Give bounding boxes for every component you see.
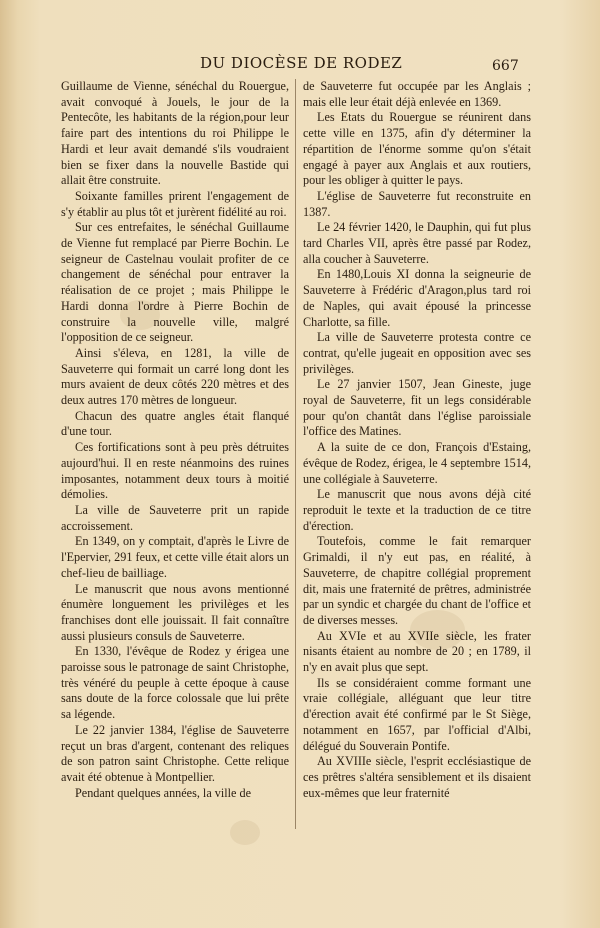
right-column	[303, 79, 531, 801]
column-divider	[295, 79, 296, 829]
paragraph: L'église de Sauveterre fut reconstruite en 1387.	[303, 188, 531, 219]
paragraph: Chacun des quatre angles était flanqué d'une tour.	[61, 408, 289, 439]
paragraph: de Sauveterre fut occupée par les Anglais ; mais elle leur était déjà enlevée en 1369.	[303, 79, 531, 109]
paragraph: Le manuscrit que nous avons déjà cité reproduit le texte et la traduction de ce titre d'érection.	[303, 487, 531, 533]
paragraph: Les Etats du Rouergue se réunirent dans cette ville en 1375, afin d'y déterminer la répartition de l'énorme somme qu'on s'était engagé à payer aux Anglais et aux routiers, pour les obliger à quitter le pays.	[303, 110, 531, 188]
paragraph: Ils se considéraient comme formant une vraie collégiale, alléguant que leur titre d'érection avait été confirmé par le St Siège, notamment en 1657, par l'official d'Albi, délégué du Souverain Pontife.	[303, 675, 531, 753]
paragraph: Guillaume de Vienne, sénéchal du Rouergue, avait convoqué à Jouels, le jour de la Pentecôte, les habitants de la région,pour leur faire part des intentions du roi Philippe le Hardi et leur avait demandé s'ils voudraient bien se fixer dans la nouvelle Bastide qui allait être construite.	[61, 79, 289, 188]
left-column	[61, 79, 289, 801]
paragraph: Ainsi s'éleva, en 1281, la ville de Sauveterre qui formait un carré long dont les murs avaient de deux côtés 220 mètres et des deux autres 170 mètres de longueur.	[61, 345, 289, 408]
paragraph: Le 27 janvier 1507, Jean Gineste, juge royal de Sauveterre, fit un legs considérable pour qu'on chantât dans l'église paroissiale l'office des Matines.	[303, 377, 531, 439]
paragraph: Pendant quelques années, la ville de	[75, 785, 251, 800]
paragraph: Le 22 janvier 1384, l'église de Sauveterre reçut un bras d'argent, contenant des reliques de son patron saint Christophe. Cette relique avait été obtenue à Montpellier.	[61, 722, 289, 784]
paragraph: Au XVIIIe siècle, l'esprit ecclésiastique de ces prêtres s'altéra sensiblement et ils disaient eux-mêmes que leur fraternité	[303, 754, 531, 800]
paragraph: La ville de Sauveterre prit un rapide accroissement.	[61, 502, 289, 533]
page-number: 667	[492, 58, 519, 74]
paragraph: Ces fortifications sont à peu près détruites aujourd'hui. Il en reste néanmoins des ruines imposantes, notamment deux tours à moitié démolies.	[61, 440, 289, 502]
paragraph: En 1349, on y comptait, d'après le Livre de l'Epervier, 291 feux, et cette ville était alors un chef-lieu de bailliage.	[61, 534, 289, 580]
page-header	[0, 54, 600, 78]
paragraph: Sur ces entrefaites, le sénéchal Guillaume de Vienne fut remplacé par Pierre Bochin. Le seigneur de Castelnau voulait profiter de ce changement de sénéchal pour entraver la réalisation de ce projet ; mais Philippe le Hardi donna l'ordre à Pierre Bochin de construire la nouvelle ville, malgré l'opposition de ce seigneur.	[61, 220, 289, 345]
paragraph: Le 24 février 1420, le Dauphin, qui fut plus tard Charles VII, après être passé par Rodez, alla coucher à Sauveterre.	[303, 220, 531, 266]
paragraph: En 1330, l'évêque de Rodez y érigea une paroisse sous le patronage de saint Christophe, très vénéré du peuple à cette époque à cause sans doute de la force colossale que lui prête sa légende.	[61, 644, 289, 722]
paragraph: Le manuscrit que nous avons mentionné énumère longuement les privilèges et les franchises dont elle jouissait. Il fait connaître aussi plusieurs consuls de Sauveterre.	[61, 581, 289, 643]
paragraph: A la suite de ce don, François d'Estaing, évêque de Rodez, érigea, le 4 septembre 1514, une collégiale à Sauveterre.	[303, 440, 531, 486]
paragraph: Soixante familles prirent l'engagement de s'y établir au plus tôt et jurèrent fidélité au roi.	[61, 188, 289, 219]
paragraph: Toutefois, comme le fait remarquer Grimaldi, il n'y eut pas, en réalité, à Sauveterre, de chapitre collégial proprement dit, mais une fraternité de prêtres, administrée par un syndic et chargée du chant de l'office et de diverses messes.	[303, 534, 531, 627]
paragraph: Au XVIe et au XVIIe siècle, les frater nisants étaient au nombre de 20 ; en 1789, il n'y en avait plus que sept.	[303, 628, 531, 675]
paragraph: En 1480,Louis XI donna la seigneurie de Sauveterre à Frédéric d'Aragon,plus tard roi de Naples, qui avait épousé la princesse Charlotte, sa fille.	[303, 267, 531, 329]
paper-stain	[230, 820, 260, 845]
paragraph: La ville de Sauveterre protesta contre ce contrat, qu'elle jugeait en opposition avec ses privilèges.	[303, 330, 531, 376]
running-title: DU DIOCÈSE DE RODEZ	[200, 54, 403, 72]
